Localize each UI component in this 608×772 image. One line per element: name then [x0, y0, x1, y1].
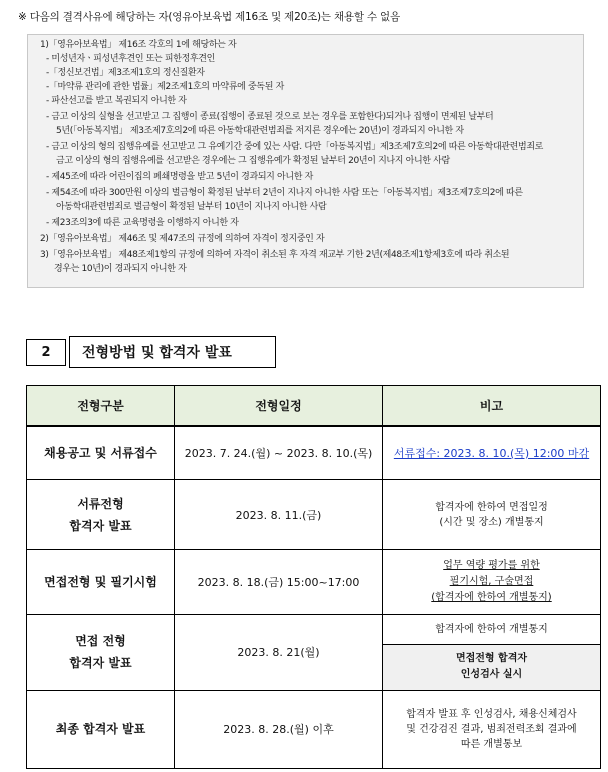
disqualification-line: -「마약류 관리에 관한 법률」제2조제1호의 마약류에 중독된 자: [46, 82, 284, 92]
disqualification-line: - 제23조의3에 따른 교육명령을 이행하지 아니한 자: [46, 218, 239, 228]
schedule-cell: 2023. 7. 24.(월) ~ 2023. 8. 10.(목): [175, 426, 383, 480]
table-row: [27, 426, 601, 480]
schedule-cell: 2023. 8. 28.(월) 이후: [175, 690, 383, 768]
note-line: 합격자에 한하여 면접일정: [435, 501, 548, 513]
header-stage: 전형구분: [27, 386, 175, 426]
schedule-cell: 2023. 8. 18.(금) 15:00~17:00: [175, 550, 383, 614]
note-line: (합격자에 한하여 개별통지): [431, 591, 552, 603]
disqualification-line: - 미성년자ㆍ피성년후견인 또는 피한정후견인: [46, 54, 215, 64]
note-line: (시간 및 장소) 개별통지: [439, 516, 544, 528]
note-cell: [383, 644, 601, 690]
table-row: [27, 690, 601, 768]
note-cell: 합격자에 한하여 개별통지: [383, 614, 601, 644]
stage-cell: 면접전형 및 필기시험: [27, 550, 175, 614]
disqualification-line: - 제54조에 따라 300만원 이상의 벌금형이 확정된 날부터 2년이 지나지 아니한 사람 또는「아동복지법」제3조제7호의2에 따른: [46, 188, 523, 198]
disqualification-line: 1)「영유아보육법」 제16조 각호의 1에 해당하는 자: [40, 40, 237, 50]
stage-line: 합격자 발표: [69, 656, 132, 671]
header-schedule: 전형일정: [175, 386, 383, 426]
disqualification-line: 금고 이상의 형의 집행유예를 선고받은 경우에는 그 집행유예가 확정된 날부터 20년이 지나지 아니한 사람: [56, 156, 450, 166]
disqualification-line: - 금고 이상의 형의 집행유예를 선고받고 그 유예기간 중에 있는 사람. 다만「아동복지법」제3조제7호의2에 따른 아동학대관련범죄로: [46, 142, 544, 152]
note-line: 따른 개별통보: [460, 738, 523, 750]
disqualification-line: -「정신보건법」제3조제1호의 정신질환자: [46, 68, 205, 78]
header-note: 비고: [383, 386, 601, 426]
disqualification-line: 경우는 10년)이 경과되지 아니한 자: [54, 264, 187, 274]
note-line: 인성검사 실시: [460, 669, 523, 681]
note-cell: [383, 550, 601, 614]
note-cell: [383, 690, 601, 768]
note-line: 필기시험, 구술면접: [449, 575, 534, 587]
schedule-cell: 2023. 8. 21(월): [175, 614, 383, 690]
notice-text: ※ 다음의 결격사유에 해당하는 자(영유아보육법 제16조 및 제20조)는 채용할 수 없음: [18, 11, 400, 23]
disqualification-line: 5년(「아동복지법」 제3조제7호의2에 따른 아동학대관련범죄를 저지른 경우에는 20년)이 경과되지 아니한 자: [56, 126, 464, 136]
note-line: 업무 역량 평가를 위한: [443, 559, 540, 571]
disqualification-line: 3)「영유아보육법」 제48조제1항의 규정에 의하여 자격이 취소된 후 자격 재교부 기한 2년(제48조제1항제3호에 따라 취소된: [40, 250, 510, 260]
stage-line: 면접 전형: [75, 634, 126, 649]
disqualification-line: - 제45조에 따라 어린이집의 폐쇄명령을 받고 5년이 경과되지 아니한 자: [46, 172, 313, 182]
table-row: [27, 614, 601, 644]
note-line: 면접전형 합격자: [455, 653, 528, 665]
table-row: [27, 480, 601, 550]
section-title: 전형방법 및 합격자 발표: [69, 336, 276, 368]
stage-cell: [27, 480, 175, 550]
disqualification-line: 아동학대관련범죄로 벌금형이 확정된 날부터 10년이 지나지 아니한 사람: [56, 202, 327, 212]
stage-cell: 채용공고 및 서류접수: [27, 426, 175, 480]
disqualification-line: - 금고 이상의 실형을 선고받고 그 집행이 종료(집행이 종료된 것으로 보는 경우를 포함한다)되거나 집행이 면제된 날부터: [46, 112, 494, 122]
application-deadline-link[interactable]: 서류접수: 2023. 8. 10.(목) 12:00 마감: [393, 446, 590, 460]
stage-line: 서류전형: [77, 496, 124, 511]
note-cell: [383, 426, 601, 480]
disqualification-line: - 파산선고를 받고 복권되지 아니한 자: [46, 96, 187, 106]
disqualification-line: 2)「영유아보육법」 제46조 및 제47조의 규정에 의하여 자격이 정지중인 자: [40, 234, 325, 244]
table-row: [27, 550, 601, 614]
stage-cell: [27, 614, 175, 690]
disqualification-box: [27, 34, 584, 288]
table-header-row: [27, 386, 601, 426]
stage-line: 합격자 발표: [69, 518, 132, 533]
section-number: 2: [26, 339, 66, 366]
note-cell: [383, 480, 601, 550]
note-line: 및 건강검진 결과, 범죄전력조회 결과에: [406, 723, 577, 735]
schedule-table: [26, 385, 601, 769]
schedule-cell: 2023. 8. 11.(금): [175, 480, 383, 550]
stage-cell: 최종 합격자 발표: [27, 690, 175, 768]
note-line: 합격자 발표 후 인성검사, 채용신체검사: [406, 708, 577, 720]
